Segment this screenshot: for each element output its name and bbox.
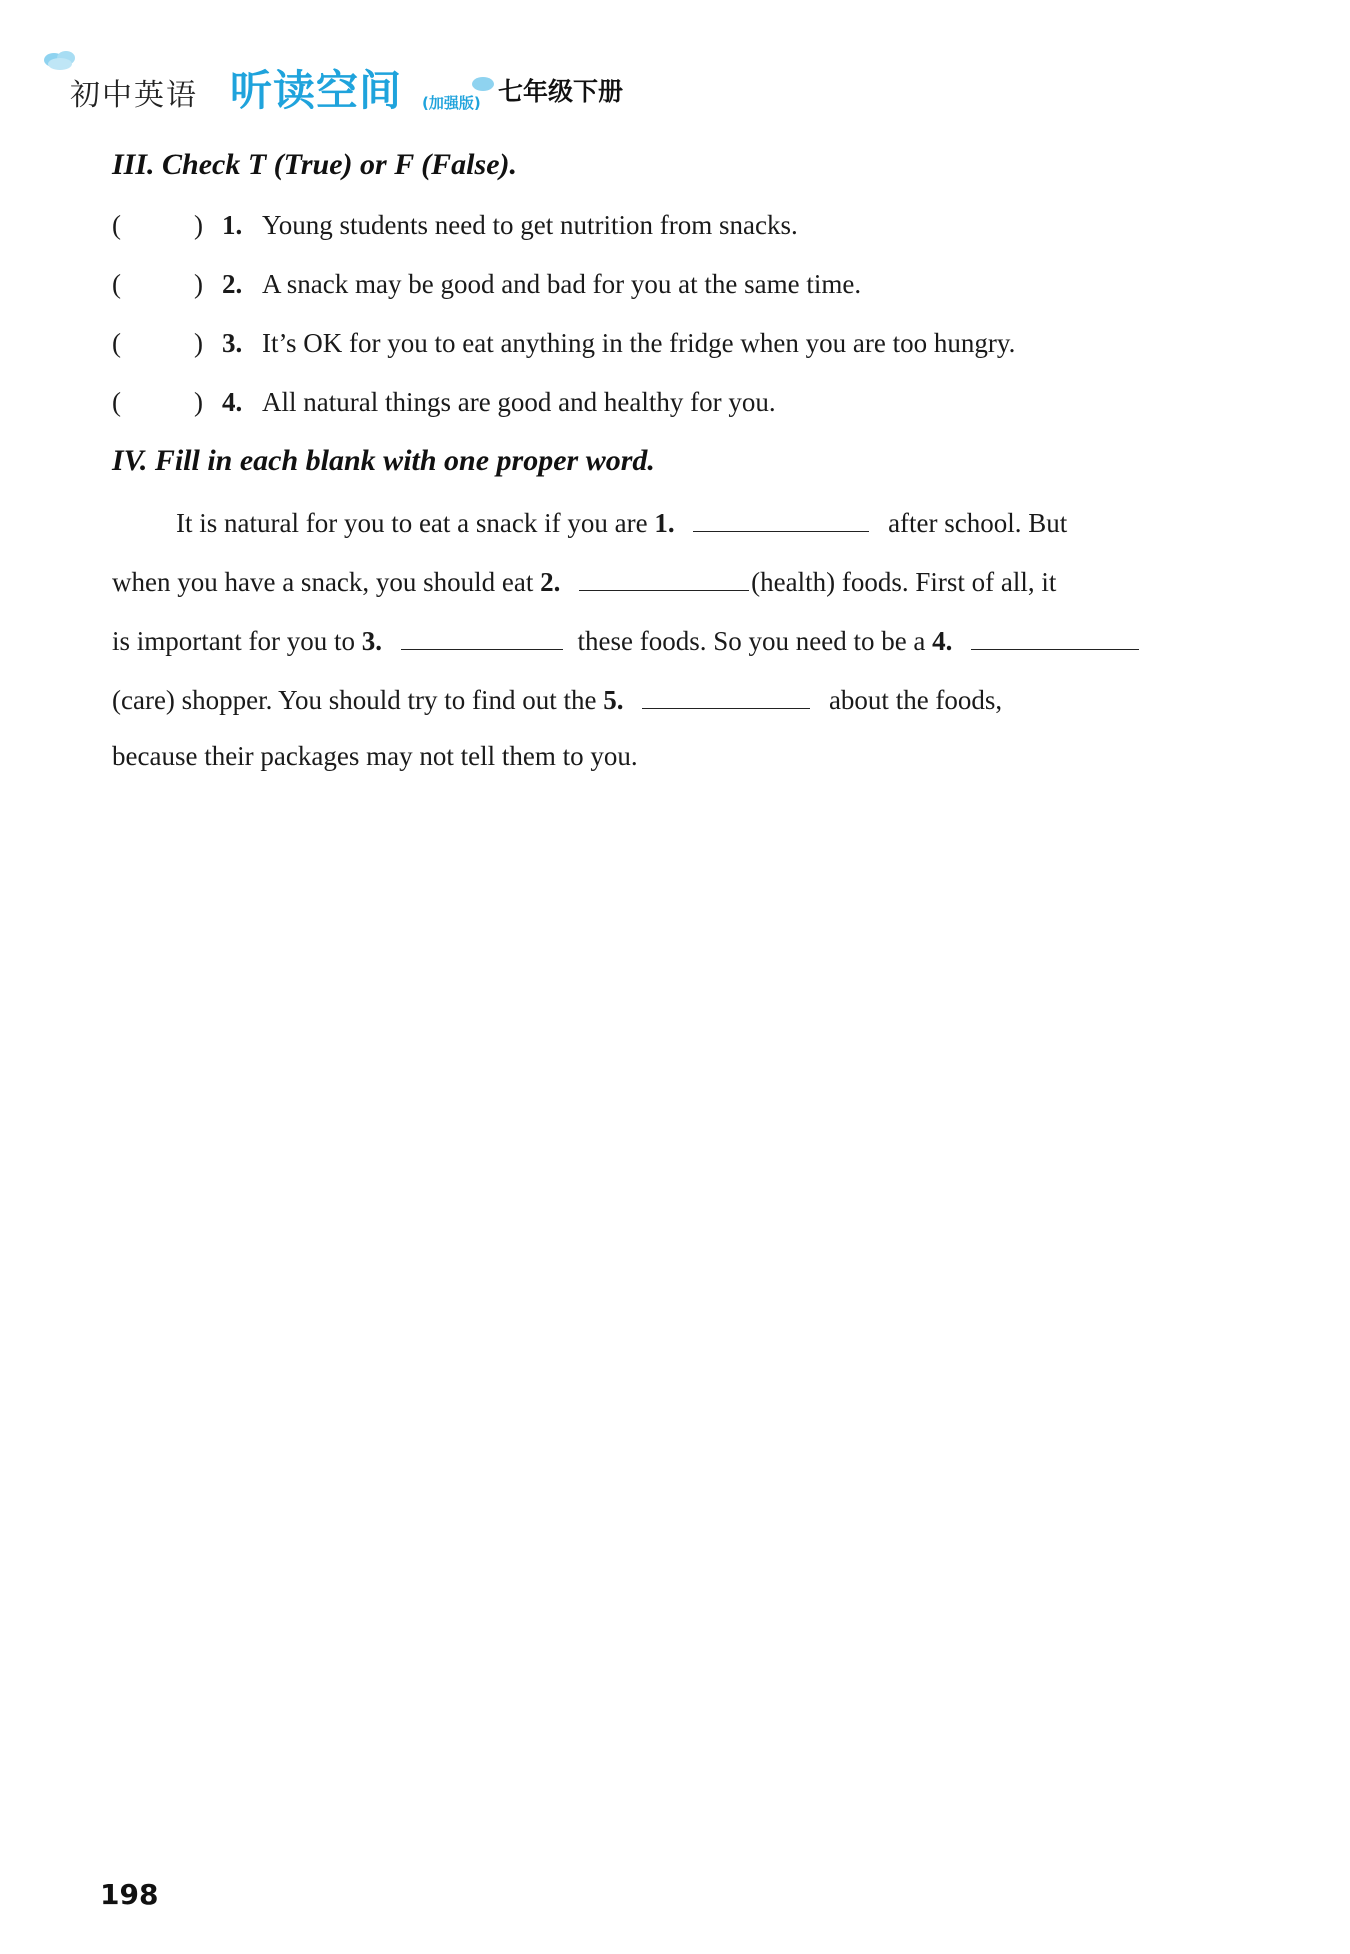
paragraph-text: is important for you to (112, 626, 355, 656)
answer-paren-close: ) (194, 269, 203, 299)
blank-4[interactable] (971, 623, 1139, 650)
cloud-small-icon (470, 74, 496, 94)
blank-2[interactable] (579, 564, 749, 591)
item-text: All natural things are good and healthy for you. (262, 387, 776, 417)
paragraph-text: these foods. So you need to be a (577, 626, 926, 656)
paragraph-text: about the foods, (828, 685, 1003, 715)
section-3-title: III. Check T (True) or F (False). (112, 148, 517, 181)
paragraph-line-5 (112, 741, 1244, 772)
item-text: A snack may be good and bad for you at the same time. (262, 269, 862, 299)
page-number: 198 (100, 1878, 159, 1911)
answer-paren-open: ( (112, 210, 121, 240)
paragraph-line-1 (176, 505, 1244, 539)
answer-paren-open: ( (112, 269, 121, 299)
book-series-prefix: 初中英语 (70, 78, 198, 113)
item-number: 4. (222, 387, 243, 417)
blank-5[interactable] (642, 682, 810, 709)
blank-number-2: 2. (540, 567, 561, 597)
paragraph-line-4 (112, 682, 1244, 716)
edition-label: (加强版) (422, 94, 481, 112)
item-number: 3. (222, 328, 243, 358)
paragraph-text: (health) foods. First of all, it (751, 567, 1057, 597)
grade-label: 七年级下册 (498, 77, 624, 106)
tf-item-4 (112, 387, 1262, 418)
paragraph-text: because their packages may not tell them to you. (112, 741, 638, 771)
section-4-title: IV. Fill in each blank with one proper word. (112, 444, 655, 477)
paragraph-line-3 (112, 623, 1244, 657)
paragraph-text: after school. But (888, 508, 1068, 538)
tf-item-3 (112, 328, 1262, 359)
book-logo: 听读空间 (230, 66, 403, 115)
blank-number-5: 5. (603, 685, 624, 715)
paragraph-text: when you have a snack, you should eat (112, 567, 534, 597)
page-header (40, 48, 740, 118)
answer-paren-open: ( (112, 328, 121, 358)
paragraph-line-2 (112, 564, 1244, 598)
tf-item-2 (112, 269, 1262, 300)
paragraph-text: (care) shopper. You should try to find out the (112, 685, 597, 715)
tf-item-1 (112, 210, 1262, 241)
item-number: 2. (222, 269, 243, 299)
answer-paren-close: ) (194, 328, 203, 358)
item-text: It’s OK for you to eat anything in the fridge when you are too hungry. (262, 328, 1016, 358)
blank-number-4: 4. (932, 626, 953, 656)
answer-paren-open: ( (112, 387, 121, 417)
blank-3[interactable] (401, 623, 563, 650)
item-text: Young students need to get nutrition from snacks. (262, 210, 798, 240)
blank-1[interactable] (693, 505, 869, 532)
blank-number-1: 1. (654, 508, 675, 538)
paragraph-text: It is natural for you to eat a snack if you are (176, 508, 648, 538)
blank-number-3: 3. (361, 626, 382, 656)
answer-paren-close: ) (194, 210, 203, 240)
answer-paren-close: ) (194, 387, 203, 417)
item-number: 1. (222, 210, 243, 240)
